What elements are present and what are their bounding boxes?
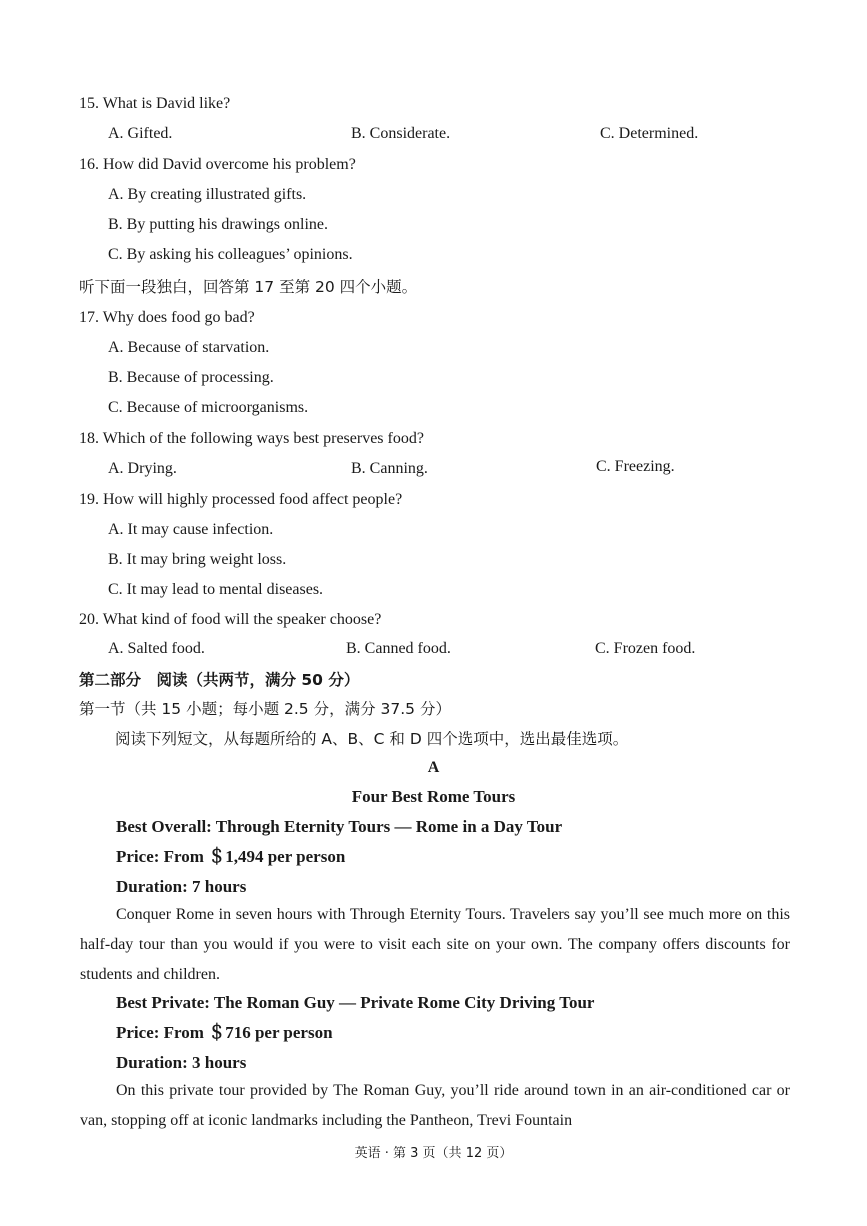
question-18-option-a: A. Drying. xyxy=(108,460,177,477)
tour2-duration: Duration: 3 hours xyxy=(116,1053,247,1072)
question-15-option-b: B. Considerate. xyxy=(351,125,451,142)
question-15-option-c: C. Determined. xyxy=(600,125,699,142)
question-18-stem: 18. Which of the following ways best preserves food? xyxy=(79,430,424,447)
question-19-option-b: B. It may bring weight loss. xyxy=(108,551,287,568)
tour1-description: Conquer Rome in seven hours with Through Eternity Tours. Travelers say you’ll see much more on this half-day tour than you would if you were to visit each site on your own. The company offers discounts for students and children. xyxy=(80,906,790,983)
question-16-option-c: C. By asking his colleagues’ opinions. xyxy=(108,246,353,263)
question-19-option-a: A. It may cause infection. xyxy=(108,521,274,538)
question-16-option-b: B. By putting his drawings online. xyxy=(108,216,328,233)
tour1-price: Price: From ＄1,494 per person xyxy=(116,847,346,866)
tour1-title: Best Overall: Through Eternity Tours — Rome in a Day Tour xyxy=(116,817,563,836)
page-footer: 英语 · 第 3 页（共 12 页） xyxy=(354,1146,513,1161)
reading-section-title: 第一节（共 15 小题；每小题 2.5 分，满分 37.5 分） xyxy=(79,700,451,718)
question-17-stem: 17. Why does food go bad? xyxy=(79,309,255,326)
question-15-option-a: A. Gifted. xyxy=(108,125,173,142)
reading-part-title: 第二部分 阅读（共两节，满分 50 分） xyxy=(79,671,360,689)
question-15-stem: 15. What is David like? xyxy=(79,95,231,112)
question-17-option-a: A. Because of starvation. xyxy=(108,339,270,356)
question-16-stem: 16. How did David overcome his problem? xyxy=(79,156,356,173)
tour2-price: Price: From ＄716 per person xyxy=(116,1023,333,1042)
question-20-stem: 20. What kind of food will the speaker choose? xyxy=(79,611,382,628)
question-19-option-c: C. It may lead to mental diseases. xyxy=(108,581,324,598)
question-18-option-c: C. Freezing. xyxy=(596,458,675,475)
question-20-option-c: C. Frozen food. xyxy=(595,640,696,657)
question-17-option-b: B. Because of processing. xyxy=(108,369,274,386)
question-19-stem: 19. How will highly processed food affect people? xyxy=(79,491,403,508)
tour2-description: On this private tour provided by The Roman Guy, you’ll ride around town in an air-conditioned car or van, stopping off at iconic landmarks including the Pantheon, Trevi Fountain xyxy=(80,1082,790,1129)
listening-instruction-17-20: 听下面一段独白，回答第 17 至第 20 四个小题。 xyxy=(79,278,418,296)
question-20-option-a: A. Salted food. xyxy=(108,640,205,657)
passage-title: Four Best Rome Tours xyxy=(351,787,516,806)
reading-instruction: 阅读下列短文，从每题所给的 A、B、C 和 D 四个选项中，选出最佳选项。 xyxy=(115,730,629,748)
question-16-option-a: A. By creating illustrated gifts. xyxy=(108,186,307,203)
passage-letter: A xyxy=(427,759,440,776)
tour2-title: Best Private: The Roman Guy — Private Rome City Driving Tour xyxy=(116,993,595,1012)
question-18-option-b: B. Canning. xyxy=(351,460,428,477)
tour1-duration: Duration: 7 hours xyxy=(116,877,247,896)
question-17-option-c: C. Because of microorganisms. xyxy=(108,399,309,416)
question-20-option-b: B. Canned food. xyxy=(346,640,451,657)
